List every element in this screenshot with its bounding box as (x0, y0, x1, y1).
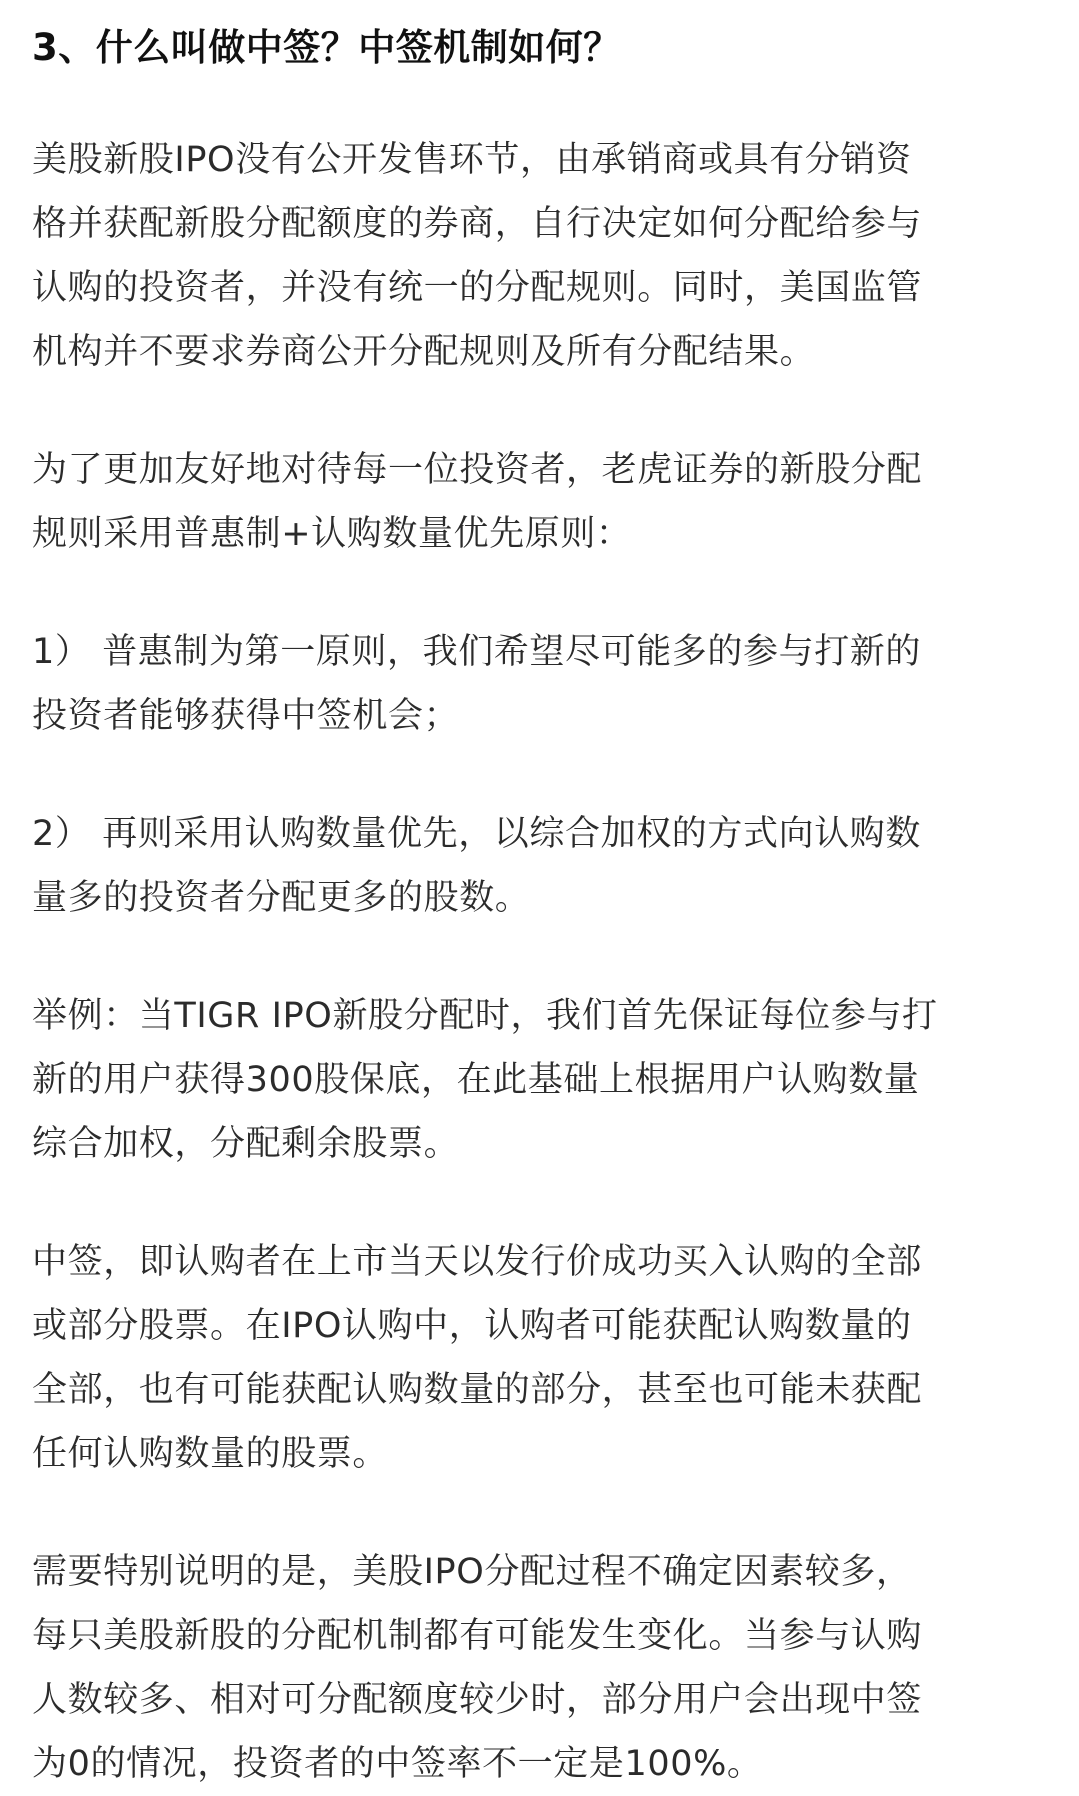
paragraph-line: 人数较多、相对可分配额度较少时，部分用户会出现中签 (32, 1680, 923, 1720)
paragraph-line: 新的用户获得300股保底，在此基础上根据用户认购数量 (32, 1060, 920, 1100)
paragraph-line: 机构并不要求券商公开分配规则及所有分配结果。 (32, 332, 816, 372)
article-heading: 3、什么叫做中签？中签机制如何？ (32, 26, 621, 69)
paragraph-tiger-rules (32, 438, 1039, 566)
paragraph-line: 举例：当TIGR IPO新股分配时，我们首先保证每位参与打 (32, 996, 938, 1036)
paragraph-line: 投资者能够获得中签机会； (32, 696, 460, 736)
paragraph-rule-two (32, 802, 1039, 930)
paragraph-line: 中签，即认购者在上市当天以发行价成功买入认购的全部 (32, 1242, 923, 1282)
paragraph-line: 认购的投资者，并没有统一的分配规则。同时，美国监管 (32, 268, 923, 308)
paragraph-line: 格并获配新股分配额度的券商，自行决定如何分配给参与 (32, 204, 923, 244)
paragraph-rule-one (32, 620, 1039, 748)
paragraph-line: 全部，也有可能获配认购数量的部分，甚至也可能未获配 (32, 1370, 923, 1410)
paragraph-line: 美股新股IPO没有公开发售环节，由承销商或具有分销资 (32, 140, 912, 180)
paragraph-line: 量多的投资者分配更多的股数。 (32, 878, 531, 918)
paragraph-example (32, 984, 1039, 1176)
paragraph-line: 任何认购数量的股票。 (32, 1434, 389, 1474)
paragraph-line: 综合加权，分配剩余股票。 (32, 1124, 460, 1164)
paragraph-ipo-allocation (32, 128, 1039, 384)
paragraph-disclaimer (32, 1540, 1039, 1796)
paragraph-line: 为0的情况，投资者的中签率不一定是100%。 (32, 1744, 763, 1784)
paragraph-definition (32, 1230, 1039, 1486)
paragraph-line: 1） 普惠制为第一原则，我们希望尽可能多的参与打新的 (32, 632, 921, 672)
paragraph-line: 2） 再则采用认购数量优先，以综合加权的方式向认购数 (32, 814, 921, 854)
paragraph-line: 每只美股新股的分配机制都有可能发生变化。当参与认购 (32, 1616, 923, 1656)
paragraph-line: 为了更加友好地对待每一位投资者，老虎证券的新股分配 (32, 450, 923, 490)
paragraph-line: 或部分股票。在IPO认购中，认购者可能获配认购数量的 (32, 1306, 912, 1346)
paragraph-line: 需要特别说明的是，美股IPO分配过程不确定因素较多， (32, 1552, 912, 1592)
paragraph-line: 规则采用普惠制+认购数量优先原则： (32, 514, 632, 554)
